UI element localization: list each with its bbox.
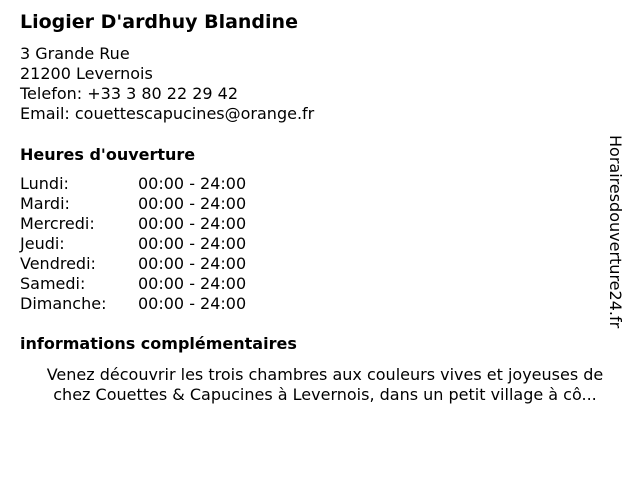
hours-row-saturday xyxy=(20,274,246,294)
hours-row-sunday xyxy=(20,294,246,314)
hours-time: 00:00 - 24:00 xyxy=(138,214,247,233)
hours-day: Vendredi: xyxy=(20,254,96,273)
additional-info-heading: informations complémentaires xyxy=(20,334,297,353)
opening-hours-table xyxy=(20,174,246,314)
hours-row-wednesday xyxy=(20,214,246,234)
additional-info-text xyxy=(20,365,630,405)
street-address: 3 Grande Rue xyxy=(20,44,130,63)
hours-time: 00:00 - 24:00 xyxy=(138,274,247,293)
hours-row-friday xyxy=(20,254,246,274)
hours-row-monday xyxy=(20,174,246,194)
hours-time: 00:00 - 24:00 xyxy=(138,294,247,313)
hours-day: Jeudi: xyxy=(20,234,65,253)
opening-hours-heading: Heures d'ouverture xyxy=(20,145,196,164)
hours-time: 00:00 - 24:00 xyxy=(138,194,247,213)
city-postcode: 21200 Levernois xyxy=(20,64,153,83)
business-name: Liogier D'ardhuy Blandine xyxy=(20,11,298,33)
hours-row-thursday xyxy=(20,234,246,254)
hours-day: Mercredi: xyxy=(20,214,95,233)
hours-time: 00:00 - 24:00 xyxy=(138,254,247,273)
phone-number: Telefon: +33 3 80 22 29 42 xyxy=(20,84,239,103)
hours-day: Dimanche: xyxy=(20,294,107,313)
hours-row-tuesday xyxy=(20,194,246,214)
description-line: Venez découvrir les trois chambres aux couleurs vives et joyeuses de xyxy=(46,365,604,384)
site-watermark: Horairesdouverture24.fr xyxy=(606,135,625,329)
hours-time: 00:00 - 24:00 xyxy=(138,234,247,253)
description-line: chez Couettes & Capucines à Levernois, dans un petit village à cô... xyxy=(53,385,597,404)
contact-details xyxy=(20,44,314,124)
hours-day: Lundi: xyxy=(20,174,69,193)
hours-day: Samedi: xyxy=(20,274,86,293)
hours-time: 00:00 - 24:00 xyxy=(138,174,247,193)
hours-day: Mardi: xyxy=(20,194,70,213)
email-address: Email: couettescapucines@orange.fr xyxy=(20,104,315,123)
